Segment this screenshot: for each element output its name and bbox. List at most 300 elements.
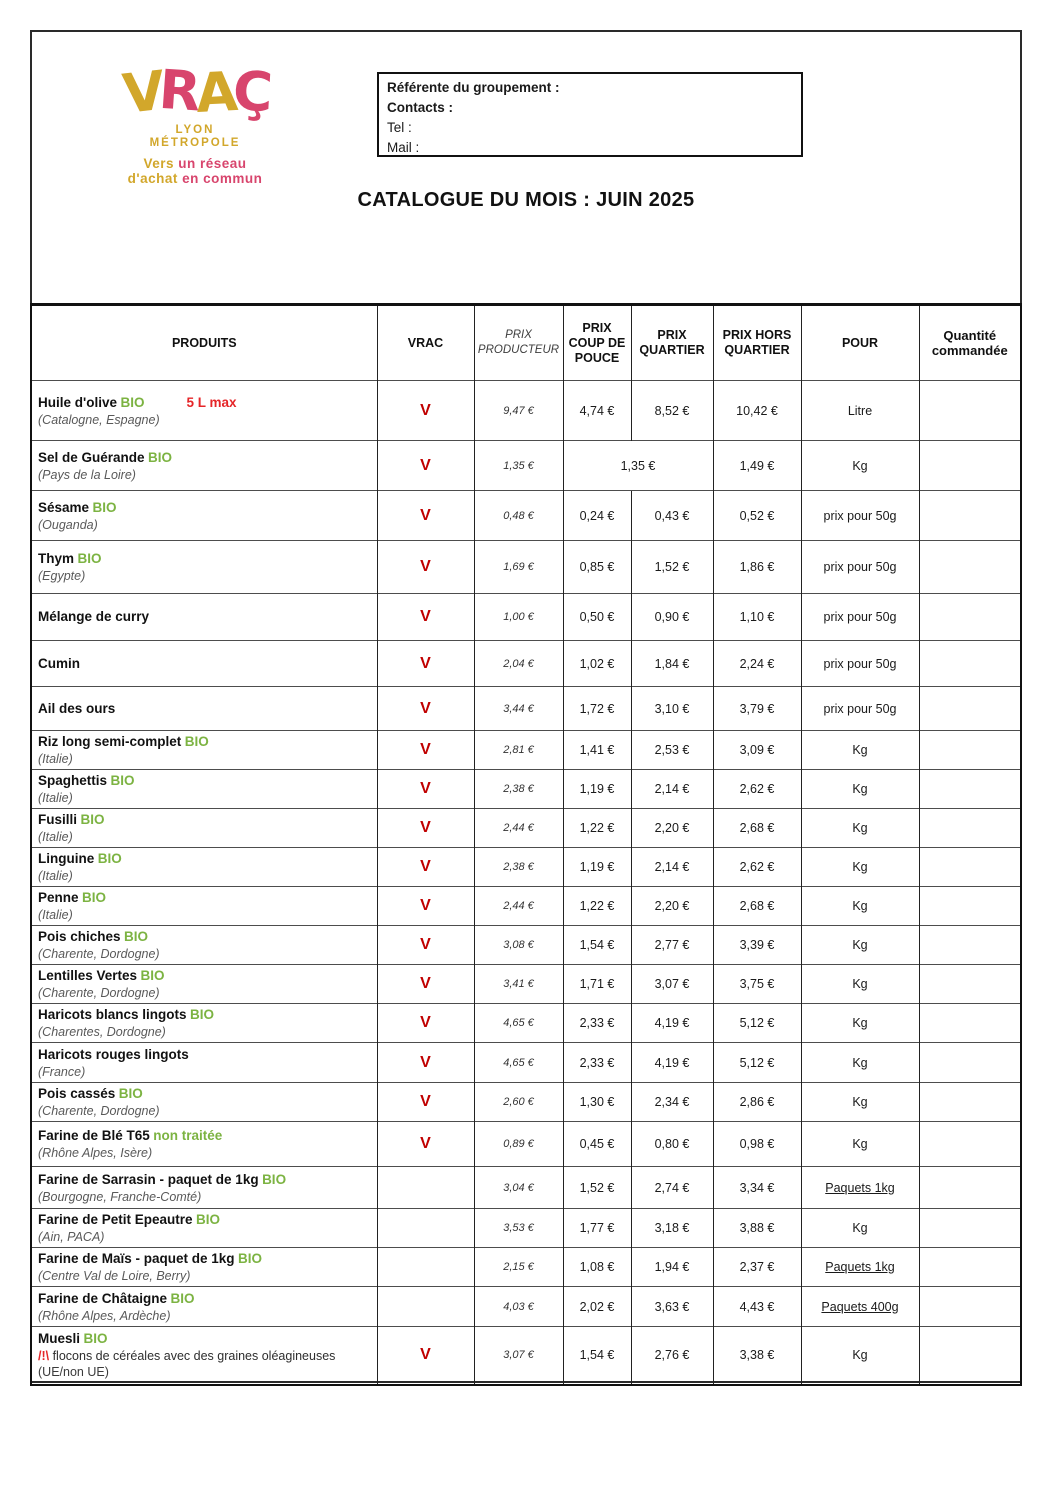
- vrac-check: V: [420, 936, 431, 953]
- vrac-cell: [377, 381, 474, 441]
- table-row: [31, 1167, 1021, 1209]
- prix-quartier-cell: 2,20 €: [631, 809, 713, 848]
- prix-quartier-cell: 2,14 €: [631, 848, 713, 887]
- prix-hors-quartier-cell: 3,75 €: [713, 965, 801, 1004]
- product-origin: (Italie): [38, 752, 73, 766]
- bio-tag: BIO: [118, 1086, 143, 1101]
- bio-tag: BIO: [83, 1331, 108, 1347]
- header-pour: POUR: [801, 305, 919, 381]
- vrac-check: V: [420, 975, 431, 992]
- vrac-cell: [377, 848, 474, 887]
- table-row: [31, 1209, 1021, 1248]
- bio-tag: BIO: [124, 929, 149, 944]
- tagline-word: un réseau: [178, 156, 247, 171]
- prix-hors-quartier-cell: 2,62 €: [713, 770, 801, 809]
- vrac-check: V: [420, 608, 431, 625]
- vrac-check: V: [420, 1014, 431, 1031]
- prix-hors-quartier-cell: 3,39 €: [713, 926, 801, 965]
- bio-tag: BIO: [110, 773, 135, 788]
- product-origin: (Italie): [38, 869, 73, 883]
- product-note: /!\ flocons de céréales avec des graines oléagineuses: [38, 1349, 336, 1364]
- vrac-check: V: [420, 819, 431, 836]
- pour-cell: prix pour 50g: [801, 491, 919, 541]
- prix-coup-de-pouce-cell: 1,19 €: [563, 848, 631, 887]
- prix-coup-de-pouce-cell: 2,33 €: [563, 1004, 631, 1043]
- prix-quartier-cell: 2,74 €: [631, 1167, 713, 1209]
- vrac-check: V: [420, 1346, 431, 1364]
- vrac-check: V: [420, 1093, 431, 1110]
- prix-coup-de-pouce-cell: 1,72 €: [563, 687, 631, 731]
- product-origin: (Rhône Alpes, Isère): [38, 1146, 153, 1160]
- vrac-cell: [377, 770, 474, 809]
- header-prix-producteur: PRIX PRODUCTEUR: [474, 305, 563, 381]
- prix-quartier-cell: 0,80 €: [631, 1122, 713, 1167]
- prix-hors-quartier-cell: 2,68 €: [713, 809, 801, 848]
- product-name: Penne: [38, 890, 79, 905]
- prix-producteur-cell: 2,04 €: [474, 641, 563, 687]
- logo-letter: V: [119, 59, 163, 126]
- vrac-check: V: [420, 401, 431, 419]
- table-row: [31, 1083, 1021, 1122]
- prix-producteur-cell: 2,81 €: [474, 731, 563, 770]
- prix-coup-de-pouce-cell: 1,52 €: [563, 1167, 631, 1209]
- product-origin: (Charente, Dordogne): [38, 986, 160, 1000]
- bio-tag: BIO: [82, 890, 107, 905]
- quantity-cell[interactable]: [919, 1122, 1021, 1167]
- pour-cell: prix pour 50g: [801, 594, 919, 641]
- prix-quartier-cell: 2,14 €: [631, 770, 713, 809]
- vrac-cell: [377, 1167, 474, 1209]
- contact-mail-label: Mail :: [387, 140, 420, 155]
- logo-letter: Ç: [231, 59, 270, 124]
- table-row: [31, 441, 1021, 491]
- bio-tag: BIO: [238, 1251, 263, 1266]
- product-origin: (Italie): [38, 830, 73, 844]
- product-name: Huile d'olive: [38, 394, 117, 410]
- prix-quartier-cell: 2,77 €: [631, 926, 713, 965]
- vrac-check: V: [420, 558, 431, 575]
- prix-quartier-cell: 8,52 €: [631, 381, 713, 441]
- page-title: CATALOGUE DU MOIS : JUIN 2025: [357, 189, 695, 211]
- pour-cell: Kg: [801, 887, 919, 926]
- bio-tag: BIO: [190, 1007, 215, 1022]
- header-quantite-commandee: Quantité commandée: [919, 305, 1021, 381]
- page-border: [30, 30, 1022, 1383]
- prix-coup-de-pouce-cell: 1,02 €: [563, 641, 631, 687]
- bio-tag: non traitée: [153, 1128, 223, 1143]
- product-name: Pois chiches: [38, 929, 121, 944]
- prix-quartier-cell: 0,43 €: [631, 491, 713, 541]
- prix-hors-quartier-cell: 5,12 €: [713, 1004, 801, 1043]
- quantity-cell[interactable]: [919, 594, 1021, 641]
- prix-quartier-cell: 3,18 €: [631, 1209, 713, 1248]
- quantity-cell[interactable]: [919, 965, 1021, 1004]
- prix-hors-quartier-cell: 2,86 €: [713, 1083, 801, 1122]
- prix-quartier-cell: 1,94 €: [631, 1248, 713, 1287]
- prix-quartier-cell: 3,63 €: [631, 1287, 713, 1327]
- prix-coup-de-pouce-cell: 2,02 €: [563, 1287, 631, 1327]
- vrac-check: V: [420, 506, 431, 524]
- prix-hors-quartier-cell: 3,09 €: [713, 731, 801, 770]
- logo-subtitle: [90, 124, 300, 150]
- table-row: [31, 848, 1021, 887]
- vrac-cell: [377, 441, 474, 491]
- prix-producteur-cell: 3,53 €: [474, 1209, 563, 1248]
- prix-producteur-cell: 1,69 €: [474, 541, 563, 594]
- product-cell: [31, 491, 377, 541]
- quantity-cell[interactable]: [919, 926, 1021, 965]
- prix-hors-quartier-cell: 5,12 €: [713, 1043, 801, 1083]
- vrac-cell: [377, 1043, 474, 1083]
- logo-subtitle-line: MÉTROPOLE: [149, 137, 241, 149]
- vrac-cell: [377, 594, 474, 641]
- product-name: Fusilli: [38, 812, 78, 827]
- vrac-check: V: [420, 456, 431, 474]
- product-origin: (Ouganda): [38, 517, 98, 532]
- product-name: Ail des ours: [38, 700, 116, 716]
- product-cell: [31, 926, 377, 965]
- warning-icon: /!\: [38, 1349, 50, 1364]
- prix-producteur-cell: 0,89 €: [474, 1122, 563, 1167]
- vrac-check: V: [420, 1135, 431, 1152]
- product-cell: [31, 1043, 377, 1083]
- prix-producteur-cell: 2,38 €: [474, 770, 563, 809]
- pour-cell: Paquets 1kg: [801, 1167, 919, 1209]
- quantity-cell[interactable]: [919, 1167, 1021, 1209]
- table-row: [31, 770, 1021, 809]
- product-cell: [31, 731, 377, 770]
- prix-coup-de-pouce-cell: 1,77 €: [563, 1209, 631, 1248]
- product-name: Sel de Guérande: [38, 449, 145, 465]
- prix-hors-quartier-cell: 10,42 €: [713, 381, 801, 441]
- product-origin: (Centre Val de Loire, Berry): [38, 1269, 191, 1283]
- contact-referente-label: Référente du groupement :: [387, 80, 560, 95]
- prix-quartier-cell: 2,53 €: [631, 731, 713, 770]
- prix-coup-de-pouce-cell: 1,08 €: [563, 1248, 631, 1287]
- table-row: [31, 687, 1021, 731]
- quantity-cell[interactable]: [919, 641, 1021, 687]
- prix-producteur-cell: 3,04 €: [474, 1167, 563, 1209]
- product-name: Haricots rouges lingots: [38, 1046, 189, 1062]
- prix-coup-de-pouce-cell: 1,54 €: [563, 1327, 631, 1385]
- logo-tagline-line: [90, 156, 300, 171]
- product-cell: [31, 770, 377, 809]
- quantity-cell[interactable]: [919, 1248, 1021, 1287]
- quantity-cell[interactable]: [919, 848, 1021, 887]
- prix-quartier-cell: 3,07 €: [631, 965, 713, 1004]
- prix-coup-de-pouce-cell: 1,22 €: [563, 887, 631, 926]
- prix-producteur-cell: 4,03 €: [474, 1287, 563, 1327]
- vrac-check: V: [420, 1053, 431, 1071]
- vrac-cell: [377, 641, 474, 687]
- product-origin: (Bourgogne, Franche-Comté): [38, 1189, 202, 1204]
- product-cell: [31, 1083, 377, 1122]
- header-produits: PRODUITS: [31, 305, 377, 381]
- logo-tagline-line: [90, 171, 300, 186]
- pour-cell: Kg: [801, 926, 919, 965]
- product-table-wrap: [30, 303, 1022, 1386]
- table-row: [31, 1327, 1021, 1385]
- table-row: [31, 926, 1021, 965]
- header-prix-quartier: PRIX QUARTIER: [631, 305, 713, 381]
- header-vrac: VRAC: [377, 305, 474, 381]
- product-cell: [31, 441, 377, 491]
- pour-cell: prix pour 50g: [801, 641, 919, 687]
- quantity-cell[interactable]: [919, 887, 1021, 926]
- quantity-cell[interactable]: [919, 381, 1021, 441]
- pour-cell: Kg: [801, 965, 919, 1004]
- bio-tag: BIO: [120, 394, 145, 410]
- prix-producteur-cell: 4,65 €: [474, 1004, 563, 1043]
- vrac-cell: [377, 731, 474, 770]
- product-origin: (Charentes, Dordogne): [38, 1025, 166, 1039]
- prix-hors-quartier-cell: 1,10 €: [713, 594, 801, 641]
- pour-cell: Kg: [801, 1043, 919, 1083]
- quantity-cell[interactable]: [919, 441, 1021, 491]
- quantity-cell[interactable]: [919, 687, 1021, 731]
- prix-producteur-cell: 3,44 €: [474, 687, 563, 731]
- vrac-cell: [377, 809, 474, 848]
- table-row: [31, 965, 1021, 1004]
- header-prix-hors-quartier: PRIX HORS QUARTIER: [713, 305, 801, 381]
- quantity-cell[interactable]: [919, 1004, 1021, 1043]
- product-table: [30, 303, 1022, 1386]
- vrac-check: V: [420, 741, 431, 758]
- prix-producteur-cell: 9,47 €: [474, 381, 563, 441]
- product-name: Farine de Maïs - paquet de 1kg: [38, 1251, 235, 1266]
- prix-coup-de-pouce-cell: 1,19 €: [563, 770, 631, 809]
- pour-cell: prix pour 50g: [801, 541, 919, 594]
- contact-contacts-label: Contacts :: [387, 100, 454, 115]
- table-row: [31, 541, 1021, 594]
- logo-tagline: [90, 156, 300, 186]
- prix-producteur-cell: 2,60 €: [474, 1083, 563, 1122]
- product-cell: [31, 965, 377, 1004]
- vrac-cell: [377, 491, 474, 541]
- product-name: Farine de Sarrasin - paquet de 1kg: [38, 1171, 259, 1187]
- table-row: [31, 1248, 1021, 1287]
- bio-tag: BIO: [170, 1290, 195, 1306]
- vrac-cell: [377, 1287, 474, 1327]
- quantity-cell[interactable]: [919, 1327, 1021, 1385]
- pour-cell: Kg: [801, 1327, 919, 1385]
- product-table-body: [31, 381, 1021, 1385]
- contact-tel-label: Tel :: [387, 120, 412, 135]
- table-header: [31, 305, 1021, 381]
- prix-quartier-cell: 2,34 €: [631, 1083, 713, 1122]
- prix-coup-de-pouce-cell: 0,50 €: [563, 594, 631, 641]
- product-cell: [31, 1248, 377, 1287]
- prix-producteur-cell: 2,44 €: [474, 809, 563, 848]
- prix-producteur-cell: 3,07 €: [474, 1327, 563, 1385]
- prix-quartier-cell: 4,19 €: [631, 1043, 713, 1083]
- pour-cell: Kg: [801, 731, 919, 770]
- product-cell: [31, 1167, 377, 1209]
- prix-quartier-cell: 0,90 €: [631, 594, 713, 641]
- prix-hors-quartier-cell: 3,88 €: [713, 1209, 801, 1248]
- prix-quartier-cell: 1,52 €: [631, 541, 713, 594]
- pour-cell: prix pour 50g: [801, 687, 919, 731]
- prix-quartier-cell: 1,84 €: [631, 641, 713, 687]
- vrac-check: V: [420, 897, 431, 914]
- bio-tag: BIO: [140, 968, 165, 983]
- table-row: [31, 1122, 1021, 1167]
- product-origin: (Italie): [38, 908, 73, 922]
- logo-subtitle-line: LYON: [175, 124, 215, 136]
- header-prix-coup-de-pouce: PRIX COUP DE POUCE: [563, 305, 631, 381]
- prix-producteur-cell: 4,65 €: [474, 1043, 563, 1083]
- prix-coup-de-pouce-cell: 1,30 €: [563, 1083, 631, 1122]
- vrac-cell: [377, 887, 474, 926]
- vrac-cell: [377, 1122, 474, 1167]
- prix-hors-quartier-cell: 1,49 €: [713, 441, 801, 491]
- vrac-logo: [90, 57, 300, 186]
- table-row: [31, 1004, 1021, 1043]
- bio-tag: BIO: [196, 1212, 221, 1227]
- table-row: [31, 887, 1021, 926]
- vrac-cell: [377, 965, 474, 1004]
- product-cell: [31, 1287, 377, 1327]
- prix-hors-quartier-cell: 2,37 €: [713, 1248, 801, 1287]
- product-name: Pois cassés: [38, 1086, 116, 1101]
- product-origin: (France): [38, 1064, 86, 1079]
- prix-coup-de-pouce-cell: 1,54 €: [563, 926, 631, 965]
- product-cell: [31, 641, 377, 687]
- prix-producteur-cell: 3,08 €: [474, 926, 563, 965]
- prix-hors-quartier-cell: 2,24 €: [713, 641, 801, 687]
- bio-tag: BIO: [262, 1171, 287, 1187]
- vrac-cell: [377, 926, 474, 965]
- prix-producteur-cell: 2,15 €: [474, 1248, 563, 1287]
- prix-coup-de-pouce-cell: 0,45 €: [563, 1122, 631, 1167]
- vrac-cell: [377, 1083, 474, 1122]
- prix-producteur-cell: 0,48 €: [474, 491, 563, 541]
- tagline-word: en commun: [182, 171, 263, 186]
- product-origin: (Ain, PACA): [38, 1230, 105, 1244]
- product-name: Farine de Châtaigne: [38, 1290, 168, 1306]
- table-row: [31, 1287, 1021, 1327]
- prix-producteur-cell: 2,38 €: [474, 848, 563, 887]
- product-cell: [31, 887, 377, 926]
- bio-tag: BIO: [148, 449, 173, 465]
- product-cell: [31, 381, 377, 441]
- product-name: Muesli: [38, 1331, 81, 1347]
- prix-producteur-cell: 2,44 €: [474, 887, 563, 926]
- pour-cell: Kg: [801, 441, 919, 491]
- quantity-cell[interactable]: [919, 1209, 1021, 1248]
- quantity-cell[interactable]: [919, 491, 1021, 541]
- product-origin: (Catalogne, Espagne): [38, 412, 160, 427]
- prix-coup-de-pouce-quartier-cell: 1,35 €: [563, 441, 713, 491]
- prix-hors-quartier-cell: 2,62 €: [713, 848, 801, 887]
- tagline-word: d'achat: [127, 171, 178, 186]
- limit-note: 5 L max: [186, 394, 237, 410]
- product-origin: (Pays de la Loire): [38, 467, 136, 482]
- vrac-check: V: [420, 858, 431, 875]
- quantity-cell[interactable]: [919, 1043, 1021, 1083]
- tagline-word: Vers: [143, 156, 174, 171]
- vrac-cell: [377, 1248, 474, 1287]
- table-row: [31, 594, 1021, 641]
- vrac-check: V: [420, 780, 431, 797]
- pour-cell: Kg: [801, 809, 919, 848]
- prix-coup-de-pouce-cell: 0,85 €: [563, 541, 631, 594]
- prix-hors-quartier-cell: 0,52 €: [713, 491, 801, 541]
- product-name: Haricots blancs lingots: [38, 1007, 187, 1022]
- vrac-check: V: [420, 654, 431, 672]
- product-name: Linguine: [38, 851, 95, 866]
- vrac-cell: [377, 541, 474, 594]
- prix-hors-quartier-cell: 3,38 €: [713, 1327, 801, 1385]
- quantity-cell[interactable]: [919, 1287, 1021, 1327]
- product-origin: (Rhône Alpes, Ardèche): [38, 1308, 171, 1323]
- product-cell: [31, 594, 377, 641]
- product-origin: (UE/non UE): [38, 1365, 109, 1380]
- prix-quartier-cell: 4,19 €: [631, 1004, 713, 1043]
- quantity-cell[interactable]: [919, 541, 1021, 594]
- pour-cell: Kg: [801, 848, 919, 887]
- pour-cell: Kg: [801, 1122, 919, 1167]
- pour-cell: Paquets 400g: [801, 1287, 919, 1327]
- bio-tag: BIO: [80, 812, 105, 827]
- vrac-check: V: [420, 699, 431, 717]
- product-name: Sésame: [38, 499, 90, 515]
- bio-tag: BIO: [184, 734, 209, 749]
- table-row: [31, 641, 1021, 687]
- bio-tag: BIO: [92, 499, 117, 515]
- prix-hors-quartier-cell: 3,34 €: [713, 1167, 801, 1209]
- prix-hors-quartier-cell: 2,68 €: [713, 887, 801, 926]
- product-name: Lentilles Vertes: [38, 968, 138, 983]
- contact-box: [377, 72, 803, 157]
- prix-coup-de-pouce-cell: 2,33 €: [563, 1043, 631, 1083]
- pour-cell: Litre: [801, 381, 919, 441]
- prix-hors-quartier-cell: 4,43 €: [713, 1287, 801, 1327]
- prix-quartier-cell: 2,20 €: [631, 887, 713, 926]
- product-origin: (Italie): [38, 791, 73, 805]
- product-cell: [31, 848, 377, 887]
- prix-coup-de-pouce-cell: 1,71 €: [563, 965, 631, 1004]
- table-row: [31, 491, 1021, 541]
- quantity-cell[interactable]: [919, 770, 1021, 809]
- product-cell: [31, 687, 377, 731]
- quantity-cell[interactable]: [919, 809, 1021, 848]
- quantity-cell[interactable]: [919, 731, 1021, 770]
- product-origin: (Egypte): [38, 569, 86, 583]
- prix-producteur-cell: 3,41 €: [474, 965, 563, 1004]
- product-name: Riz long semi-complet: [38, 734, 182, 749]
- product-name: Farine de Petit Epeautre: [38, 1212, 193, 1227]
- product-name: Cumin: [38, 655, 80, 671]
- pour-cell: Paquets 1kg: [801, 1248, 919, 1287]
- pour-cell: Kg: [801, 770, 919, 809]
- table-row: [31, 1043, 1021, 1083]
- vrac-cell: [377, 1209, 474, 1248]
- product-name: Farine de Blé T65: [38, 1128, 150, 1143]
- product-cell: [31, 1122, 377, 1167]
- vrac-cell: [377, 687, 474, 731]
- product-cell: [31, 809, 377, 848]
- prix-hors-quartier-cell: 1,86 €: [713, 541, 801, 594]
- pour-cell: Kg: [801, 1083, 919, 1122]
- pour-cell: Kg: [801, 1004, 919, 1043]
- bio-tag: BIO: [77, 551, 102, 566]
- table-row: [31, 809, 1021, 848]
- prix-hors-quartier-cell: 0,98 €: [713, 1122, 801, 1167]
- product-cell: [31, 1327, 377, 1385]
- quantity-cell[interactable]: [919, 1083, 1021, 1122]
- product-cell: [31, 1004, 377, 1043]
